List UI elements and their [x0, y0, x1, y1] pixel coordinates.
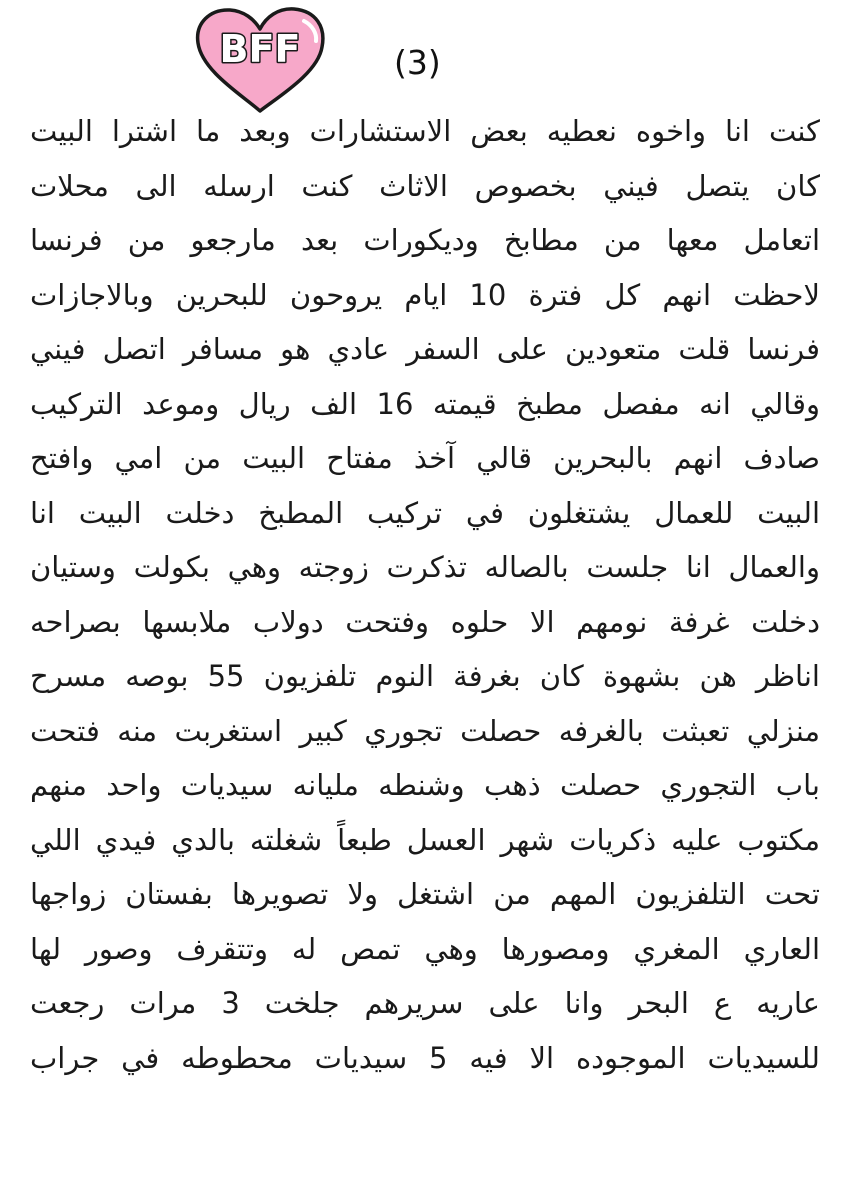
story-line: وقالي انه مفصل مطبخ قيمته 16 الف ريال وموعد التركيب [30, 386, 820, 421]
story-text [30, 104, 820, 1085]
story-line: للسيديات الموجوده الا فيه 5 سيديات محطوطه في جراب [30, 1040, 820, 1075]
story-line: اتعامل معها من مطابخ وديكورات بعد مارجعو من فرنسا [30, 223, 820, 257]
story-line: باب التجوري حصلت ذهب وشنطه مليانه سيديات واحد منهم [30, 768, 820, 802]
story-line: كان يتصل فيني بخصوص الاثاث كنت ارسله الى محلات [30, 168, 820, 203]
bff-logo-text: BFF [219, 27, 301, 71]
page-number: (3) [394, 43, 441, 82]
story-line: تحت التلفزيون المهم من اشتغل ولا تصويرها بفستان زواجها [30, 877, 820, 911]
story-line: منزلي تعبثت بالغرفه حصلت تجوري كبير استغربت منه فتحت [30, 713, 820, 748]
story-line: العاري المغري ومصورها وهي تمص له وتتقرف وصور لها [30, 931, 820, 966]
story-line: فرنسا قلت متعودين على السفر عادي هو مسافر اتصل فيني [30, 332, 820, 366]
story-line: البيت للعمال يشتغلون في تركيب المطبخ دخلت البيت انا [30, 495, 820, 530]
bff-heart-logo [192, 5, 328, 117]
story-line: عاريه ع البحر وانا على سريرهم جلخت 3 مرات رجعت [30, 986, 820, 1020]
story-line: كنت انا واخوه نعطيه بعض الاستشارات وبعد ما اشترا البيت [30, 114, 820, 148]
story-line: دخلت غرفة نومهم الا حلوه وفتحت دولاب ملابسها بصراحه [30, 604, 820, 639]
story-line: والعمال انا جلست بالصاله تذكرت زوجته وهي بكولت وستيان [30, 550, 820, 584]
story-line: لاحظت انهم كل فترة 10 ايام يروحون للبحرين وبالاجازات [30, 277, 820, 312]
story-line: مكتوب عليه ذكريات شهر العسل طبعاً شغلته بالدي فيدي اللي [30, 822, 820, 857]
story-line: اناظر هن بشهوة كان بغرفة النوم تلفزيون 55 بوصه مسرح [30, 659, 820, 693]
story-line: صادف انهم بالبحرين قالي آخذ مفتاح البيت من امي وافتح [30, 441, 820, 475]
